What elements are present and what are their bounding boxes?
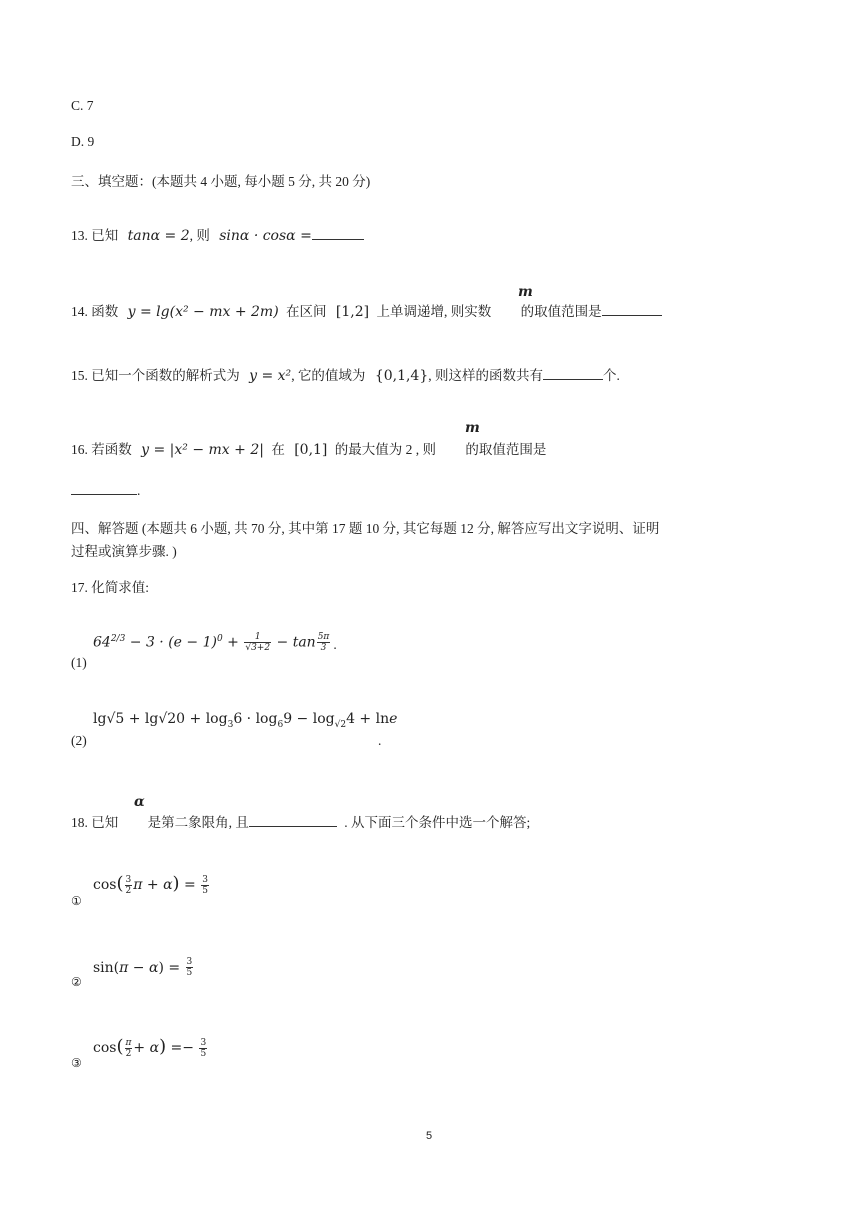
q16-function-expression: y = |x² − mx + 2| <box>141 442 264 458</box>
q15-function-expression: y = x² <box>249 368 292 384</box>
q18-suffix: . 从下面三个条件中选一个解答; <box>344 815 531 830</box>
q17-part2-label: (2) <box>71 733 87 748</box>
q16-answer-blank <box>71 480 137 495</box>
q16-variable-m: m <box>465 420 480 436</box>
q18-condition-2-label: ② <box>71 975 82 989</box>
page-number: 5 <box>426 1130 433 1142</box>
q18-condition-1 <box>93 873 210 896</box>
q15-mid2: , 则这样的函数共有 <box>428 368 543 383</box>
q17-part1-formula: $64^{2/3} - 3 \cdot (e - 1)^0$ + $\frac{1}{√3+2}$ − tan $\frac{5\pi}{3}$ <box>93 632 330 653</box>
q17-part2-expression <box>93 711 397 730</box>
q15-prefix: 15. 已知一个函数的解析式为 <box>71 368 240 383</box>
question-13 <box>71 224 364 244</box>
section-4-heading-line2: 过程或演算步骤. ) <box>71 544 177 559</box>
q14-answer-blank <box>602 301 662 316</box>
q16-suffix: 的取值范围是 <box>465 442 547 457</box>
q18-mid: 是第二象限角, 且 <box>147 815 249 830</box>
q17-part1-label: (1) <box>71 655 87 670</box>
q16-answer-line <box>71 480 140 499</box>
q15-value-set: {0,1,4} <box>374 368 429 384</box>
q14-suffix: 的取值范围是 <box>520 304 602 319</box>
q16-mid2: 的最大值为 2 , 则 <box>334 442 437 457</box>
q17-part2-end: . <box>378 733 382 748</box>
q18-condition-3-label: ③ <box>71 1056 82 1070</box>
q15-answer-blank <box>543 365 603 380</box>
q17-part1-expression <box>93 632 337 653</box>
section-4-heading-line1: 四、解答题 (本题共 6 小题, 共 70 分, 其中第 17 题 10 分, 其它每题 12 分, 解答应写出文字说明、证明 <box>71 521 660 536</box>
q18-condition-1-formula: cos( $\frac{3}{2}$ π + α) = $\frac{3}{5}$ <box>93 873 208 896</box>
q17-part2-formula: $\lg√5 + \lg√20 + \log_36 \cdot \log_69 - \log_{√2}4 + \ln e$ <box>93 711 398 730</box>
q16-interval: [0,1] <box>294 442 328 458</box>
question-16 <box>71 438 546 458</box>
q15-mid1: , 它的值域为 <box>291 368 366 383</box>
q13-mid: , 则 <box>189 228 210 243</box>
q13-prefix: 13. 已知 <box>71 228 119 243</box>
q15-suffix: 个. <box>603 368 620 383</box>
q13-answer-blank <box>312 225 364 240</box>
question-17-title: 17. 化简求值: <box>71 580 150 595</box>
q14-function-expression: y = lg(x² − mx + 2m) <box>127 304 279 320</box>
q16-tail: . <box>137 483 141 498</box>
q18-variable-alpha: α <box>134 794 145 810</box>
q17-part1-end: . <box>333 637 337 652</box>
q18-condition-3-formula: cos( $\frac{\pi}{2}$ + α) =− $\frac{3}{5}$ <box>93 1036 207 1059</box>
q18-condition-1-label: ① <box>71 894 82 908</box>
q16-mid1: 在 <box>271 442 285 457</box>
q18-condition-blank <box>249 812 337 827</box>
q18-condition-2 <box>93 957 194 978</box>
q14-interval: [1,2] <box>335 304 370 320</box>
q13-product-expression: sinα · cosα = <box>219 228 312 244</box>
q14-mid1: 在区间 <box>286 304 327 319</box>
q14-mid2: 上单调递增, 则实数 <box>376 304 492 319</box>
q18-prefix: 18. 已知 <box>71 815 119 830</box>
q14-prefix: 14. 函数 <box>71 304 119 319</box>
question-18 <box>71 811 530 831</box>
q13-tan-expression: tanα = 2 <box>127 228 190 244</box>
question-15 <box>71 364 620 384</box>
q18-condition-3 <box>93 1036 208 1059</box>
q18-condition-2-formula: sin(π − α) = $\frac{3}{5}$ <box>93 957 193 978</box>
option-c: C. 7 <box>71 98 94 113</box>
option-d: D. 9 <box>71 134 95 149</box>
q14-variable-m: m <box>518 284 533 300</box>
q16-prefix: 16. 若函数 <box>71 442 132 457</box>
question-14 <box>71 300 662 320</box>
section-3-heading: 三、填空题：(本题共 4 小题, 每小题 5 分, 共 20 分) <box>71 174 371 189</box>
